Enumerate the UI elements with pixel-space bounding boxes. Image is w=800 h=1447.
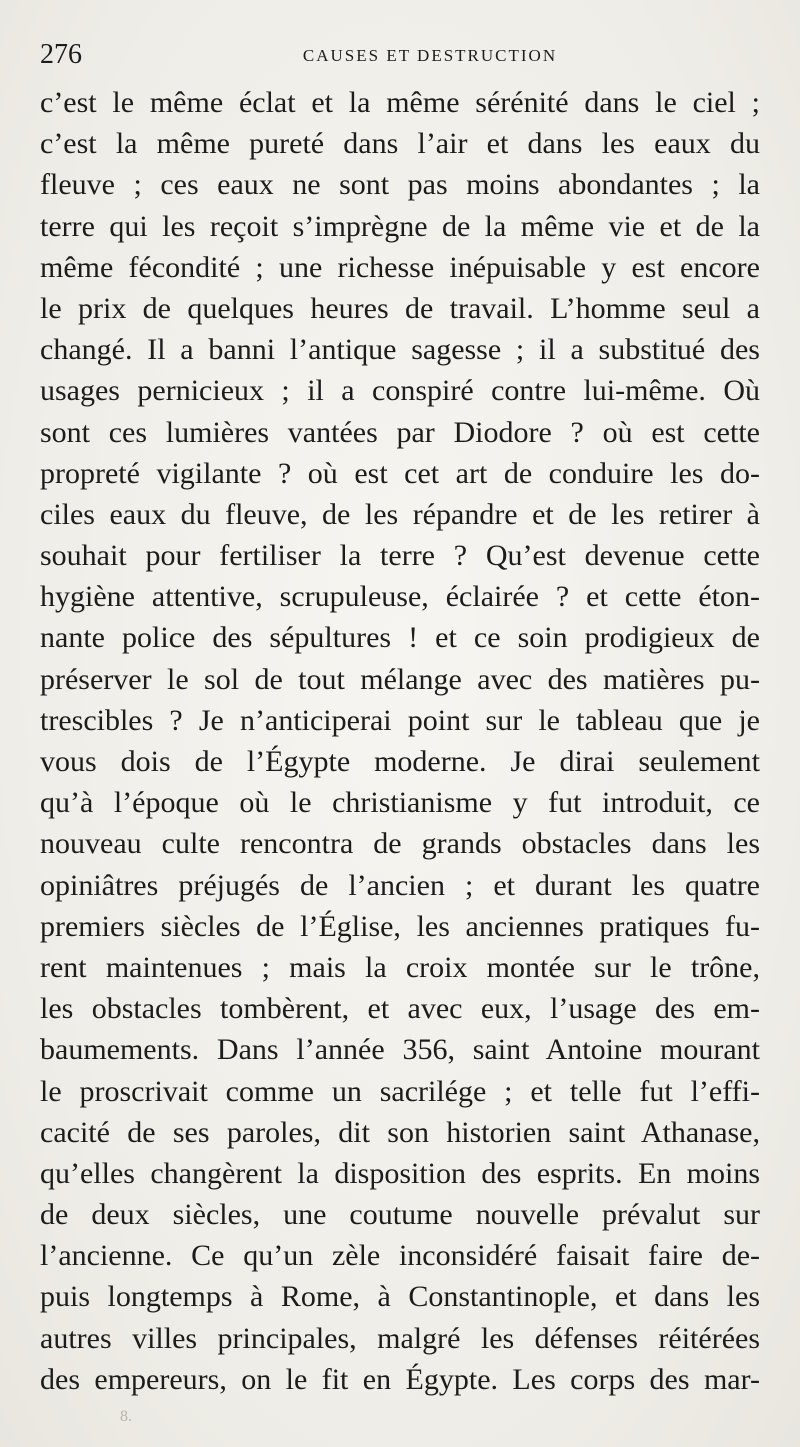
text-line: changé. Il a banni l’antique sagesse ; il a substitué des [40, 333, 760, 367]
page-header [40, 38, 760, 72]
text-line: c’est la même pureté dans l’air et dans les eaux du [40, 127, 760, 161]
text-line: puis longtemps à Rome, à Constantinople, et dans les [40, 1280, 760, 1314]
text-line: le proscrivait comme un sacrilége ; et telle fut l’effi- [40, 1074, 760, 1108]
text-line: nante police des sépultures ! et ce soin prodigieux de [40, 621, 760, 655]
text-line: baumements. Dans l’année 356, saint Antoine mourant [40, 1033, 760, 1067]
text-line: usages pernicieux ; il a conspiré contre lui-même. Où [40, 374, 760, 408]
text-line: autres villes principales, malgré les défenses réitérées [40, 1321, 760, 1355]
text-line: c’est le même éclat et la même sérénité dans le ciel ; [40, 86, 760, 119]
text-line: propreté vigilante ? où est cet art de conduire les do- [40, 456, 760, 490]
text-line: souhait pour fertiliser la terre ? Qu’est devenue cette [40, 539, 760, 573]
text-line: vous dois de l’Égypte moderne. Je dirai seulement [40, 745, 760, 778]
text-line: premiers siècles de l’Église, les anciennes pratiques fu- [40, 909, 760, 943]
page-number: 276 [40, 39, 82, 70]
text-line: les obstacles tombèrent, et avec eux, l’usage des em- [40, 992, 760, 1026]
text-line: le prix de quelques heures de travail. L’homme seul a [40, 291, 760, 325]
text-line: fleuve ; ces eaux ne sont pas moins abondantes ; la [40, 168, 760, 202]
text-line: opiniâtres préjugés de l’ancien ; et durant les quatre [40, 868, 760, 902]
text-line: même fécondité ; une richesse inépuisable y est encore [40, 250, 760, 284]
text-line: cacité de ses paroles, dit son historien saint Athanase, [40, 1115, 760, 1149]
text-line: de deux siècles, une coutume nouvelle prévalut sur [40, 1198, 760, 1232]
text-line: préserver le sol de tout mélange avec des matières pu- [40, 662, 760, 696]
text-line: sont ces lumières vantées par Diodore ? où est cette [40, 415, 760, 449]
text-line: rent maintenues ; mais la croix montée sur le trône, [40, 950, 760, 984]
running-title: CAUSES ET DESTRUCTION [302, 46, 558, 65]
text-line: des empereurs, on le fit en Égypte. Les corps des mar- [40, 1362, 760, 1396]
text-line: hygiène attentive, scrupuleuse, éclairée ? et cette éton- [40, 580, 760, 614]
signature-mark: 8. [120, 1408, 132, 1425]
text-line: ciles eaux du fleuve, de les répandre et de les retirer à [40, 497, 760, 531]
text-line: qu’elles changèrent la disposition des esprits. En moins [40, 1156, 760, 1190]
text-line: qu’à l’époque où le christianisme y fut introduit, ce [40, 786, 760, 820]
body-text [40, 82, 760, 1400]
text-line: l’ancienne. Ce qu’un zèle inconsidéré faisait faire de- [40, 1239, 760, 1273]
text-line: nouveau culte rencontra de grands obstacles dans les [40, 827, 760, 861]
text-line: trescibles ? Je n’anticiperai point sur le tableau que je [40, 703, 760, 737]
text-line: terre qui les reçoit s’imprègne de la même vie et de la [40, 209, 760, 243]
